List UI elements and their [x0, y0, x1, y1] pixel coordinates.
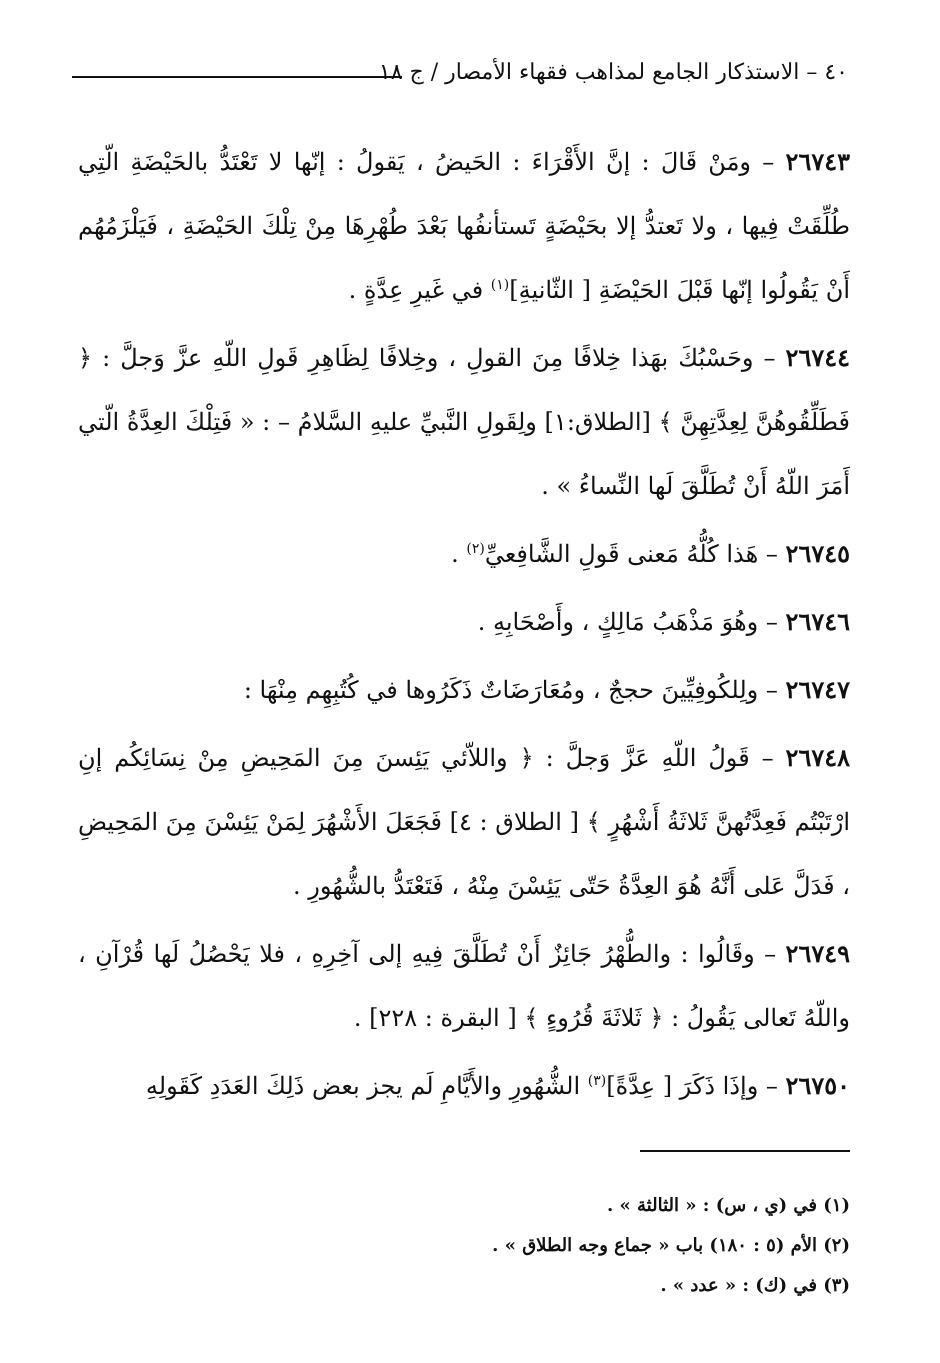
paragraph [78, 326, 850, 518]
paragraph-text: – وهُوَ مَذْهَبُ مَالِكٍ ، وأَصْحَابِهِ . [477, 608, 778, 636]
paragraph [78, 590, 850, 654]
header-title: ٤٠ – الاستذكار الجامع لمذاهب فقهاء الأمصار / ج ١٨ [378, 60, 848, 85]
footnote-separator [640, 1150, 850, 1152]
paragraph [78, 522, 850, 586]
paragraph-tail: الشُّهُورِ والأَيَّامِ لَم يجز بعض ذَلِكَ العَدَدِ كَقَولِهِ [145, 1072, 588, 1100]
paragraph-text: – ومَنْ قَالَ : إنَّ الأَقْرَاءَ : الحَيضُ ، يَقولُ : إنّها لا تَعْتَدُّ بالحَيْضَةِ الّتِي طُلِّقَتْ فِيها ، ولا تَعتدُّ إلا بحَيْضَةٍ تَستأنفُها بَعْدَ طُهْرِهَا مِنْ تِلْكَ الحَيْضَةِ ، فَيَلْزَمُهُم أَنْ يَقُولُوا إنّها قَبْلَ الحَيْضَةِ [ الثّانيةِ] [78, 148, 850, 304]
paragraph-text: – ولِلكُوفِيِّينَ حججٌ ، ومُعَارَضَاتٌ ذَكَرُوها في كُتُبِهِم مِنْهَا : [243, 676, 778, 704]
paragraph-number: ٢٦٧٤٨ [785, 743, 850, 772]
footnotes [78, 1186, 850, 1306]
paragraph [78, 1054, 850, 1118]
footnote: (١) في (ي ، س) : « الثالثة » . [606, 1195, 850, 1216]
paragraph-number: ٢٦٧٥٠ [785, 1071, 850, 1100]
paragraph [78, 726, 850, 918]
paragraph-text: – هَذا كُلُّهُ مَعنى قَولِ الشَّافِعيِّ [484, 540, 778, 568]
paragraph [78, 922, 850, 1050]
paragraph-number: ٢٦٧٤٦ [785, 607, 850, 636]
paragraph-number: ٢٦٧٤٧ [785, 675, 850, 704]
paragraph-number: ٢٦٧٤٩ [785, 939, 850, 968]
paragraph-text: – وحَسْبُكَ بهَذا خِلافًا مِنَ القولِ ، وخِلافًا لِظَاهِرِ قَولِ اللّهِ عزَّ وَجلَّ : ﴿ فَطَلِّقُوهُنَّ لِعِدَّتِهِنَّ ﴾ [الطلاق:١] ولِقَولِ النَّبيِّ عليهِ السَّلامُ – : « فَتِلْكَ العِدَّةُ الّتي أَمَرَ اللّهُ أَنْ تُطَلَّقَ لَها النِّساءُ » . [78, 344, 850, 500]
footnote-ref: (٢) [466, 541, 485, 557]
footnote: (٢) الأم (٥ : ١٨٠) باب « جماع وجه الطلاق » . [492, 1235, 850, 1256]
paragraph-number: ٢٦٧٤٣ [785, 147, 850, 176]
footnote: (٣) في (ك) : « عدد » . [660, 1275, 850, 1296]
header-rule [72, 76, 402, 78]
running-header [60, 58, 848, 98]
paragraph [78, 130, 850, 322]
paragraph [78, 658, 850, 722]
footnote-ref: (١) [490, 277, 510, 293]
paragraph-text: – وقَالُوا : والطُّهْرُ جَائِزٌ أَنْ تُطَلَّقَ فِيهِ إلى آخِرِهِ ، فلا يَحْصُلُ لَها قُرْآنِ ، واللّهُ تَعالى يَقُولُ : ﴿ ثَلاثَةَ قُرُوءٍ ﴾ [ البقرة : ٢٢٨] . [78, 940, 850, 1032]
paragraph-number: ٢٦٧٤٤ [785, 343, 850, 372]
paragraph-text: – وإذَا ذَكَرَ [ عِدَّةً] [606, 1072, 778, 1100]
footnote-ref: (٣) [587, 1073, 607, 1089]
main-text [78, 130, 850, 1118]
paragraph-number: ٢٦٧٤٥ [785, 539, 850, 568]
paragraph-tail: . [451, 540, 467, 568]
paragraph-text: – قَولُ اللّهِ عَزَّ وَجلَّ : ﴿ واللاّئي يَئِسنَ مِنَ المَحِيضِ مِنْ نِسَائِكُم إنِ ارْتَبْتُم فَعِدَّتُهنَّ ثَلاثَةُ أَشْهُرٍ ﴾ [ الطلاق : ٤] فَجَعَلَ الأَشْهُرَ لِمَنْ يَئِسْنَ مِنَ المَحِيضِ ، فَدَلَّ عَلى أَنَّهُ هُوَ العِدَّةُ حَتّى يَئِسْنَ مِنْهُ ، فَتَعْتَدُّ بالشُّهُورِ . [78, 744, 850, 900]
paragraph-tail: في غَيرِ عِدَّةٍ . [348, 276, 491, 304]
